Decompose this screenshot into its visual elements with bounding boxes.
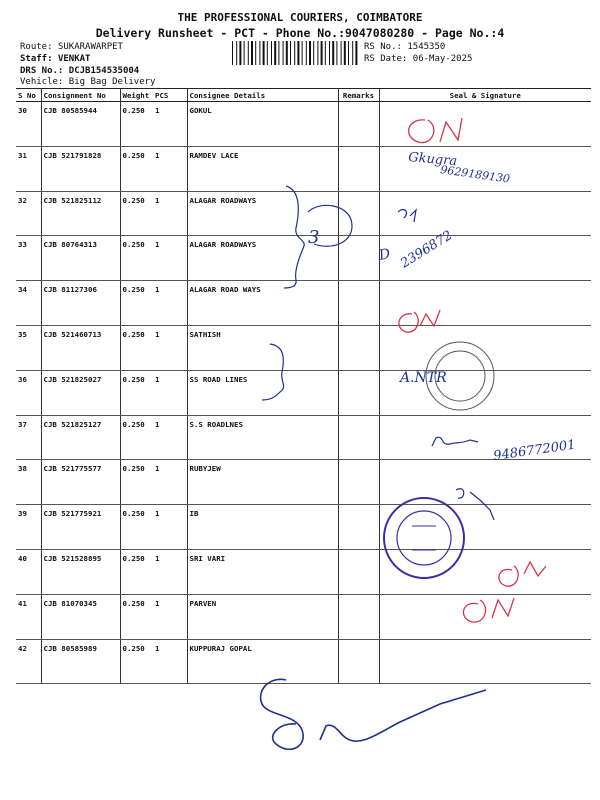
handwritten-phone: 9486772001 <box>492 437 577 464</box>
row-consignment-no: CJB 81070345 <box>41 594 120 639</box>
row-sno: 33 <box>16 236 41 281</box>
runsheet-subtitle: Delivery Runsheet - PCT - Phone No.:9047080280 - Page No.:4 <box>95 26 505 40</box>
row-sno: 34 <box>16 281 41 326</box>
table-row <box>16 146 591 191</box>
row-consignment-no: CJB 80585989 <box>41 639 120 684</box>
row-sno: 36 <box>16 370 41 415</box>
rs-date-label: RS Date: <box>364 54 408 64</box>
row-sno: 40 <box>16 549 41 594</box>
row-consignee: RAMDEV LACE <box>187 146 338 191</box>
vehicle-value: Big Bag Delivery <box>68 77 156 87</box>
barcode-bar <box>267 41 268 65</box>
row-sno: 38 <box>16 460 41 505</box>
row-seal-signature <box>379 325 591 370</box>
rs-date-value: 06-May-2025 <box>412 54 473 64</box>
runsheet-table <box>16 88 591 684</box>
row-pcs: 1 <box>153 639 187 684</box>
barcode-bar <box>302 41 303 65</box>
row-pcs: 1 <box>153 146 187 191</box>
table-row <box>16 281 591 326</box>
row-weight: 0.250 <box>120 370 153 415</box>
row-sno: 39 <box>16 505 41 550</box>
route-value: SUKARAWARPET <box>57 42 123 52</box>
row-consignment-no: CJB 521791828 <box>41 146 120 191</box>
barcode-bar <box>248 41 249 65</box>
row-pcs: 1 <box>153 549 187 594</box>
row-weight: 0.250 <box>120 460 153 505</box>
row-consignment-no: CJB 521460713 <box>41 325 120 370</box>
barcode-bar <box>286 41 288 65</box>
barcode-bar <box>344 41 346 65</box>
staff-label: Staff: <box>20 54 53 64</box>
barcode-bar <box>352 41 353 65</box>
row-remarks <box>338 281 379 326</box>
row-seal-signature <box>379 102 591 147</box>
drs-value: DCJB154535004 <box>68 66 140 76</box>
barcode-bar <box>348 41 349 65</box>
barcode-bar <box>321 41 323 65</box>
table-row <box>16 415 591 460</box>
row-pcs: 1 <box>153 505 187 550</box>
barcode-bar <box>236 41 237 65</box>
rs-no-line <box>364 42 445 52</box>
row-weight: 0.250 <box>120 505 153 550</box>
barcode-bar <box>232 41 233 65</box>
drs-label: DRS No.: <box>20 66 64 76</box>
col-header-weight: Weight <box>120 89 153 102</box>
barcode-bar <box>309 41 311 65</box>
row-consignee: S.S ROADLNES <box>187 415 338 460</box>
row-seal-signature <box>379 281 591 326</box>
table-row <box>16 639 591 684</box>
col-header-pcs: PCS <box>153 89 187 102</box>
row-remarks <box>338 191 379 236</box>
handwritten-number: 2396872 <box>398 227 456 272</box>
barcode-bar <box>341 41 342 65</box>
row-pcs: 1 <box>153 236 187 281</box>
col-header-seal: Seal & Signature <box>379 89 591 102</box>
row-consignee: SRI VARI <box>187 549 338 594</box>
table-row <box>16 325 591 370</box>
row-consignee: IB <box>187 505 338 550</box>
handwritten-count: 3 <box>308 227 320 248</box>
row-pcs: 1 <box>153 460 187 505</box>
row-consignment-no: CJB 81127306 <box>41 281 120 326</box>
row-seal-signature <box>379 460 591 505</box>
barcode-bar <box>290 41 291 65</box>
row-pcs: 1 <box>153 191 187 236</box>
row-consignee: ALAGAR ROADWAYS <box>187 191 338 236</box>
barcode-bar <box>336 41 337 65</box>
row-seal-signature <box>379 549 591 594</box>
table-row <box>16 191 591 236</box>
row-pcs: 1 <box>153 370 187 415</box>
col-header-remarks: Remarks <box>338 89 379 102</box>
row-seal-signature <box>379 146 591 191</box>
row-remarks <box>338 102 379 147</box>
row-weight: 0.250 <box>120 415 153 460</box>
row-consignee: RUBYJEW <box>187 460 338 505</box>
row-seal-signature <box>379 594 591 639</box>
barcode-bar <box>274 41 276 65</box>
staff-value: VENKAT <box>57 54 91 64</box>
rs-no-value: 1545350 <box>407 42 446 52</box>
staff-signature <box>261 679 486 749</box>
barcode-bar <box>263 41 265 65</box>
barcode-bar <box>271 41 272 65</box>
vehicle-label: Vehicle: <box>20 77 64 87</box>
staff-line <box>20 54 90 64</box>
barcode-bar <box>332 41 334 65</box>
row-remarks <box>338 594 379 639</box>
drs-line <box>20 66 139 76</box>
col-header-consignee: Consignee Details <box>187 89 338 102</box>
row-seal-signature <box>379 505 591 550</box>
row-consignee: ALAGAR ROAD WAYS <box>187 281 338 326</box>
table-row <box>16 594 591 639</box>
row-consignment-no: CJB 521825027 <box>41 370 120 415</box>
row-remarks <box>338 370 379 415</box>
barcode-bar <box>239 41 241 65</box>
rs-date-line <box>364 54 472 64</box>
table-row <box>16 505 591 550</box>
barcode-bar <box>278 41 279 65</box>
row-pcs: 1 <box>153 415 187 460</box>
handwritten-mark: A.NTR <box>400 370 447 386</box>
barcode-bar <box>294 41 295 65</box>
vehicle-line <box>20 77 155 87</box>
row-remarks <box>338 549 379 594</box>
row-pcs: 1 <box>153 281 187 326</box>
row-weight: 0.250 <box>120 191 153 236</box>
barcode-bar <box>306 41 307 65</box>
row-consignee: SATHISH <box>187 325 338 370</box>
barcode-bar <box>244 41 245 65</box>
table-header-row <box>16 89 591 102</box>
row-pcs: 1 <box>153 594 187 639</box>
row-consignment-no: CJB 521775921 <box>41 505 120 550</box>
row-sno: 37 <box>16 415 41 460</box>
table-row <box>16 549 591 594</box>
row-weight: 0.250 <box>120 281 153 326</box>
handwritten-name: Gkugra <box>407 150 458 170</box>
row-pcs: 1 <box>153 325 187 370</box>
route-label: Route: <box>20 42 53 52</box>
row-seal-signature <box>379 415 591 460</box>
row-weight: 0.250 <box>120 146 153 191</box>
barcode-bar <box>325 41 326 65</box>
row-remarks <box>338 460 379 505</box>
table-row <box>16 370 591 415</box>
row-sno: 42 <box>16 639 41 684</box>
row-seal-signature <box>379 370 591 415</box>
row-consignment-no: CJB 521528895 <box>41 549 120 594</box>
row-weight: 0.250 <box>120 594 153 639</box>
row-consignment-no: CJB 521775577 <box>41 460 120 505</box>
barcode-bar <box>317 41 318 65</box>
row-consignment-no: CJB 521825112 <box>41 191 120 236</box>
row-seal-signature <box>379 639 591 684</box>
row-weight: 0.250 <box>120 236 153 281</box>
row-seal-signature <box>379 236 591 281</box>
row-consignee: SS ROAD LINES <box>187 370 338 415</box>
col-header-sno: S No <box>16 89 41 102</box>
row-weight: 0.250 <box>120 102 153 147</box>
handwritten-prefix: D <box>377 245 392 264</box>
barcode-bar <box>313 41 314 65</box>
row-sno: 35 <box>16 325 41 370</box>
barcode-bar <box>251 41 253 65</box>
row-consignee: KUPPURAJ GOPAL <box>187 639 338 684</box>
row-remarks <box>338 505 379 550</box>
barcode-bar <box>297 41 299 65</box>
col-header-consignment: Consignment No <box>41 89 120 102</box>
handwritten-phone: 9629189130 <box>439 163 511 186</box>
row-remarks <box>338 639 379 684</box>
barcode-bar <box>355 41 357 65</box>
row-consignment-no: CJB 521825127 <box>41 415 120 460</box>
table-row <box>16 236 591 281</box>
barcode-bar <box>329 41 330 65</box>
row-consignment-no: CJB 80764313 <box>41 236 120 281</box>
row-remarks <box>338 146 379 191</box>
row-weight: 0.250 <box>120 325 153 370</box>
row-sno: 31 <box>16 146 41 191</box>
row-pcs: 1 <box>153 102 187 147</box>
company-title: THE PROFESSIONAL COURIERS, COIMBATORE <box>177 11 423 24</box>
row-remarks <box>338 325 379 370</box>
row-consignment-no: CJB 80585944 <box>41 102 120 147</box>
row-remarks <box>338 236 379 281</box>
table-row <box>16 460 591 505</box>
route-line <box>20 42 123 52</box>
barcode-bar <box>283 41 284 65</box>
row-sno: 30 <box>16 102 41 147</box>
row-consignee: ALAGAR ROADWAYS <box>187 236 338 281</box>
barcode-bar <box>255 41 256 65</box>
rs-no-label: RS No.: <box>364 42 402 52</box>
row-weight: 0.250 <box>120 639 153 684</box>
row-sno: 41 <box>16 594 41 639</box>
row-consignee: PARVEN <box>187 594 338 639</box>
row-consignee: GOKUL <box>187 102 338 147</box>
row-seal-signature <box>379 191 591 236</box>
barcode-bar <box>259 41 260 65</box>
table-row <box>16 102 591 147</box>
row-sno: 32 <box>16 191 41 236</box>
barcode-image <box>232 41 358 65</box>
row-weight: 0.250 <box>120 549 153 594</box>
row-remarks <box>338 415 379 460</box>
